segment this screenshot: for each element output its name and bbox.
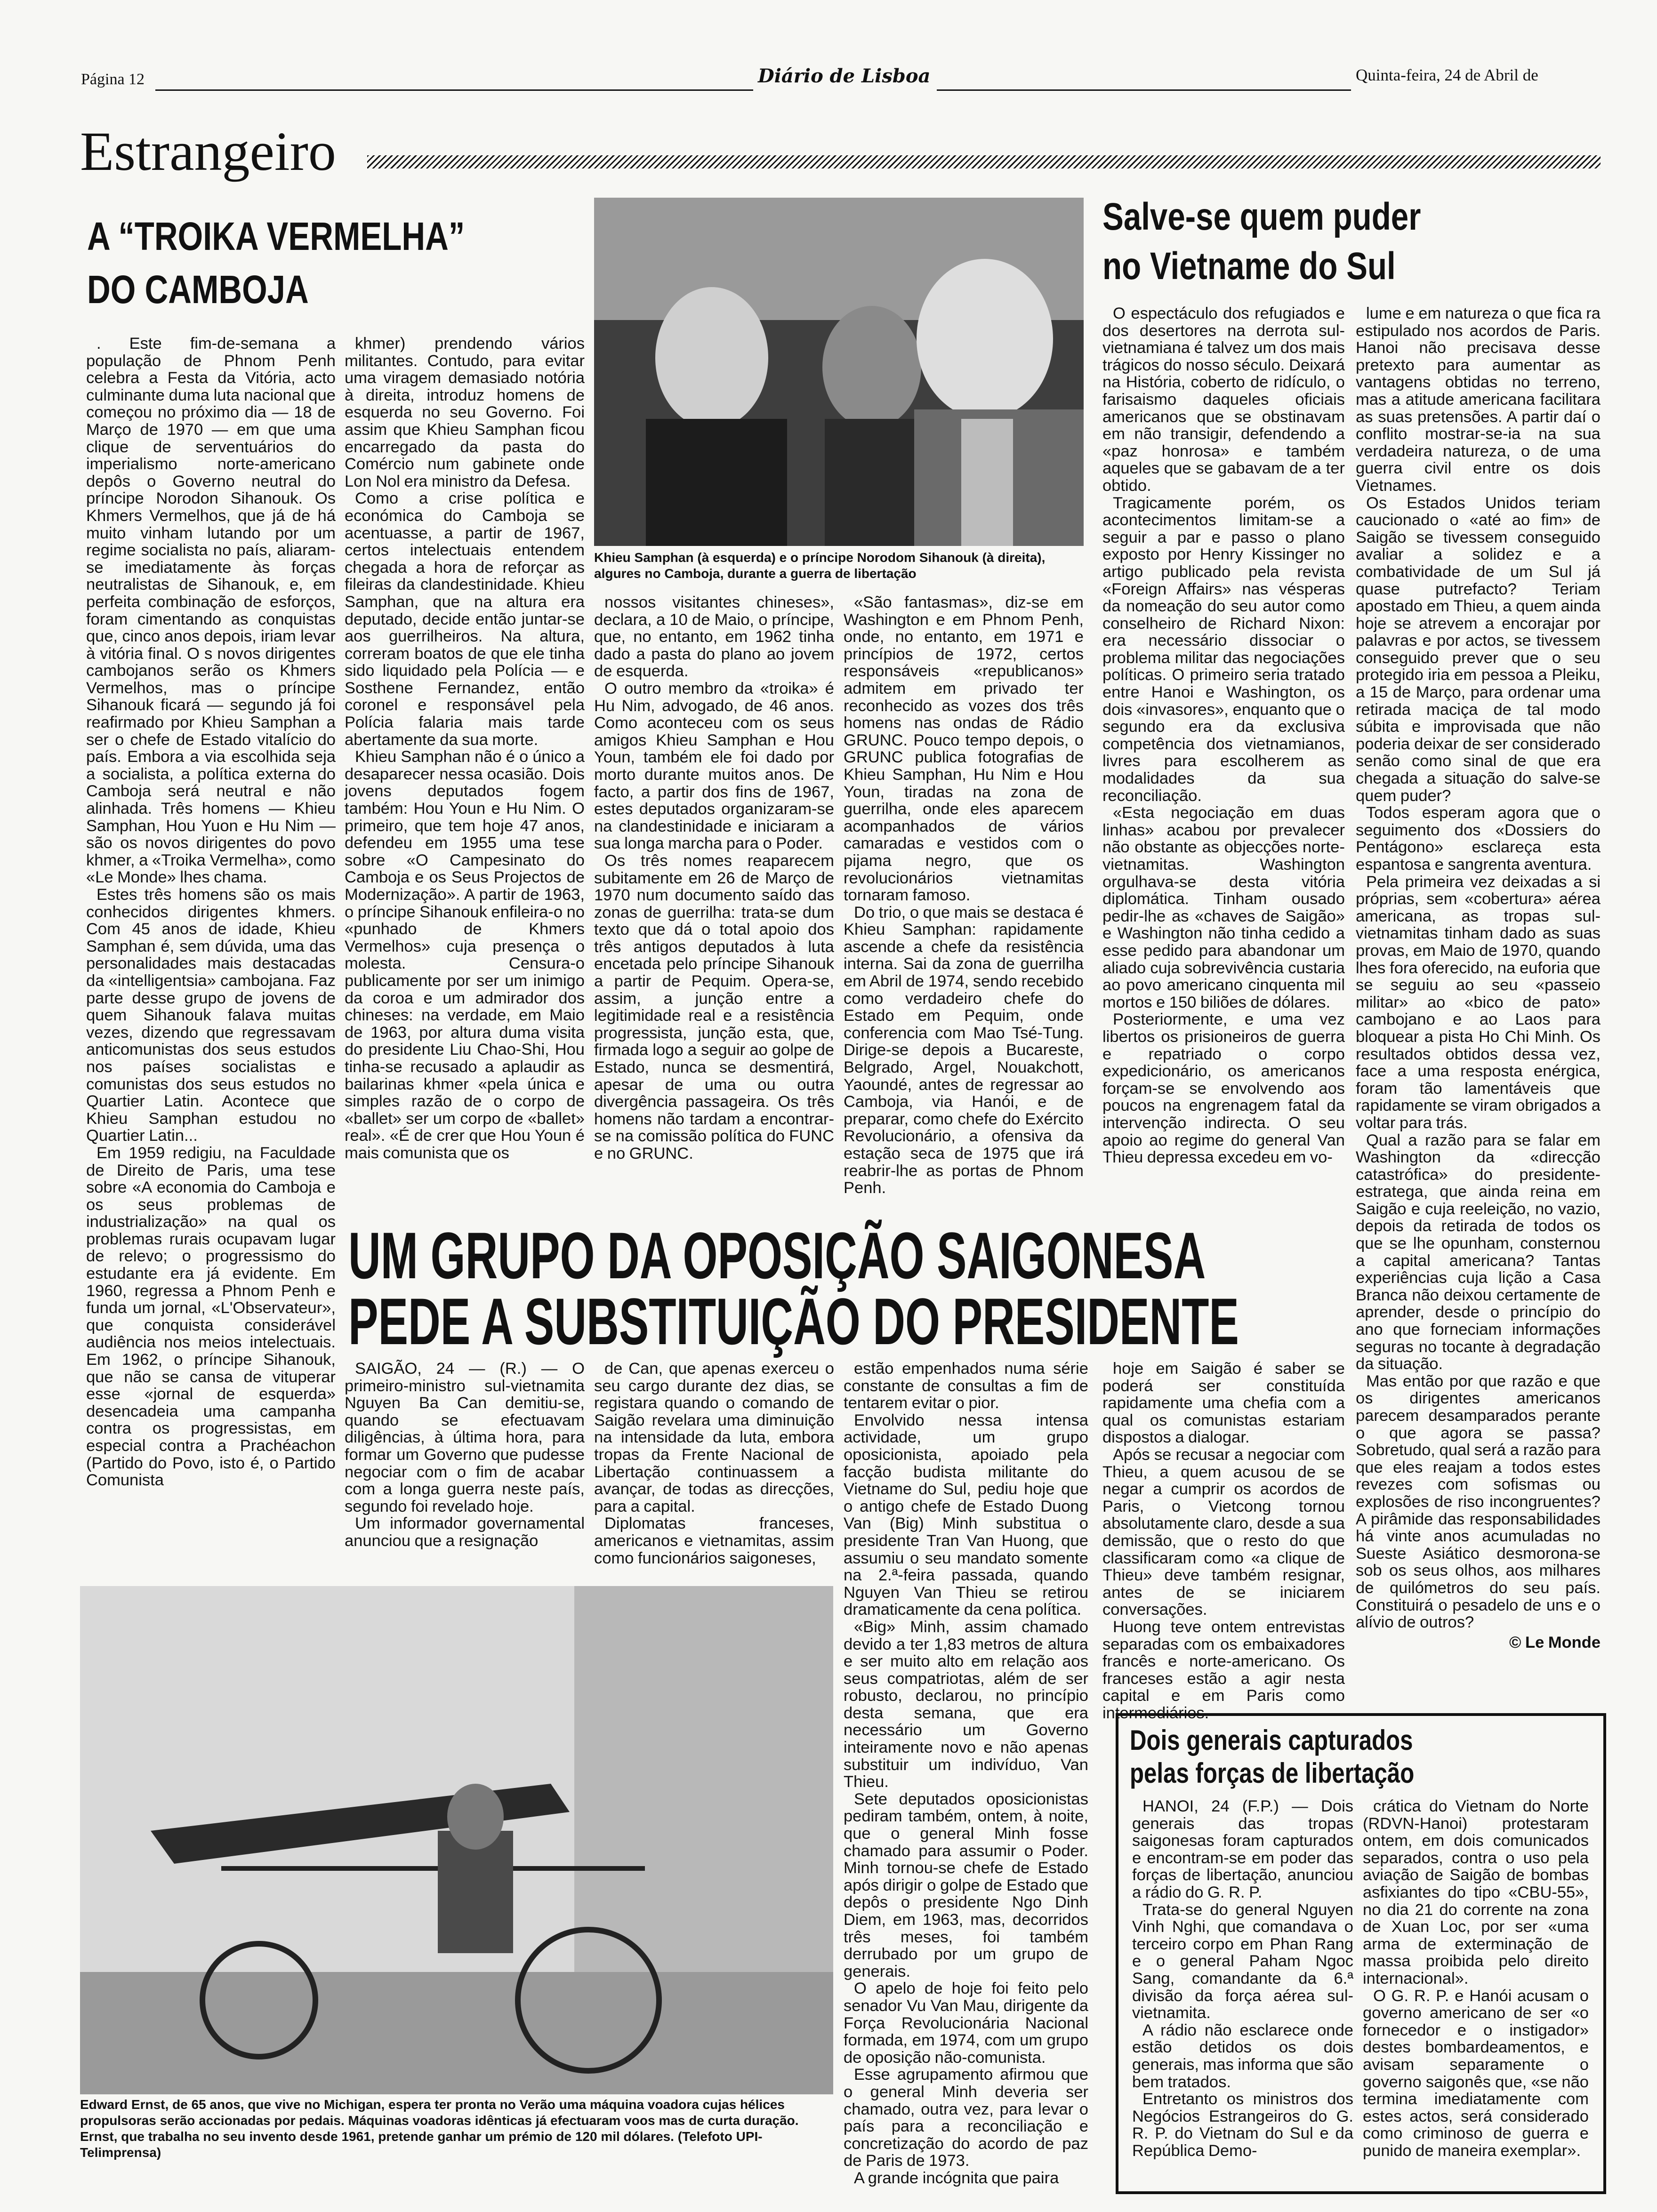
troika-paragraph: nossos visitantes chineses», declara, a 10 de Maio, o príncipe, que, no entanto, em 1962 tinha dado a pasta do plano ao jovem de esquerda. [594, 593, 834, 681]
salve-column-1 [1102, 305, 1345, 1204]
grupo-paragraph: SAIGÃO, 24 — (R.) — O primeiro-ministro sul-vietnamita Nguyen Ba Can demitiu-se, quando se efectuavam diligências, à última hora, para formar um Governo que pudesse negociar com o fim de acabar com a longa guerra neste país, segundo foi revelado hoje. [345, 1360, 585, 1515]
flying-machine-caption: Edward Ernst, de 65 anos, que vive no Michigan, espera ter pronta no Verão uma máquina voadora cujas hélices propulsoras serão accionadas por pedais. Máquinas voadoras idênticas já efectuaram voos mas de curta duração. Ernst, que trabalha no seu invento desde 1961, pretende ganhar um prémio de 120 mil dólares. (Telefoto UPI-Telimprensa) [80, 2097, 799, 2160]
grupo-headline-2: PEDE A SUBSTITUIÇÃO DO PRESIDENTE [348, 1284, 1239, 1358]
flying-machine-image [80, 1586, 833, 2094]
generais-paragraph: A rádio não esclarece onde estão detidos os dois generais, mas informa que são bem tratados. [1132, 2021, 1353, 2091]
troika-photo [594, 198, 1084, 546]
generais-headline-1: Dois generais capturados [1130, 1724, 1413, 1756]
troika-paragraph: Em 1959 redigiu, na Faculdade de Direito de Paris, uma tese sobre «A economia do Camboja e os seus problemas de industrialização» na qual os problemas rurais ocupavam lugar de relevo; o progressismo do estudante era já evidente. Em 1960, regressa a Phnom Penh e funda um jornal, «L'Observateur», que conquista considerável audiência nos meios intelectuais. Em 1962, o príncipe Sihanouk, que não se cansa de vituperar esse «jornal de esquerda» desencadeia uma campanha contra os progressistas, em especial contra a Prachéachon (Partido do Povo, isto é, o Partido Comunista [86, 1144, 336, 1490]
salve-paragraph: Os Estados Unidos teriam caucionado o «até ao fim» de Saigão se tivessem conseguido avaliar a solidez e a combatividade de um Sul já quase putrefacto? Teriam apostado em Thieu, a quem ainda hoje se atrevem a encorajar por palavras e por actos, se tivessem conseguido prever que o seu protegido iria em pessoa a Pleiku, a 15 de Março, para ordenar uma retirada maciça de tal modo súbita e improvisada que não poderia deixar de ser considerado senão como sinal de que era chegada a situação do salve-se quem puder? [1356, 494, 1601, 805]
grupo-paragraph: Um informador governamental anunciou que a resignação [345, 1515, 585, 1550]
generais-column-1 [1132, 1798, 1353, 2174]
salve-paragraph: Todos esperam agora que o seguimento dos «Dossiers do Pentágono» esclareça esta espantosa e sangrenta aventura. [1356, 804, 1601, 874]
troika-paragraph: Do trio, o que mais se destaca é Khieu Samphan: rapidamente ascende a chefe da resistência interna. Sai da zona de guerrilha em Abril de 1974, sendo recebido como verdadeiro chefe do Estado em Pequim, onde conferencia com Mao Tsé-Tung. Dirige-se depois a Bucareste, Belgrado, Argel, Nouakchott, Yaoundé, antes de regressar ao Camboja, via Hanói, e de preparar, como chefe do Exército Revolucionário, a ofensiva da estação seca de 1975 que irá reabrir-lhe as portas de Phnom Penh. [844, 903, 1084, 1197]
salve-paragraph: Posteriormente, e uma vez libertos os prisioneiros de guerra e repatriado o corpo expedicionário, os americanos forçam-se se envolvendo aos poucos na engrenagem fatal da intervenção indirecta. O seu apoio ao regime do general Van Thieu depressa excedeu em vo- [1102, 1010, 1345, 1167]
grupo-paragraph: Após se recusar a negociar com Thieu, a quem acusou de se negar a cumprir os acordos de Paris, o Vietcong tornou absolutamente claro, desde a sua demissão, que o resto do que classificaram como «a clique de Thieu» deve também resignar, antes de se iniciarem conversações. [1102, 1445, 1345, 1619]
troika-paragraph: Estes três homens são os mais conhecidos dirigentes khmers. Com 45 anos de idade, Khieu Samphan é, sem dúvida, uma das personalidades mais destacadas da «intelligentsia» cambojana. Faz parte desse grupo de jovens de quem Sihanouk falava muitas vezes, dizendo que regressavam anticomunistas dos seus estudos nos países socialistas e comunistas dos seus estudos no Quartier Latin. Acontece que Khieu Samphan estudou no Quartier Latin... [86, 886, 336, 1145]
troika-photo-image [594, 198, 1084, 546]
paper-name: Diário de Lisboa [758, 65, 931, 87]
grupo-paragraph: estão empenhados numa série constante de consultas a fim de tentarem evitar o pior. [844, 1360, 1088, 1412]
troika-headline-2: DO CAMBOJA [87, 267, 309, 312]
grupo-paragraph: de Can, que apenas exerceu o seu cargo durante dez dias, se registara quando o comando de Saigão revelara uma diminuição na intensidade da luta, embora tropas da Frente Nacional de Libertação continuassem a avançar, de todas as direcções, para a capital. [594, 1360, 834, 1515]
grupo-paragraph: Huong teve ontem entrevistas separadas com os embaixadores francês e norte-americano. Os franceses estão a agir nesta capital e em Paris como intermediários. [1102, 1618, 1345, 1722]
masthead-rule-left [155, 89, 753, 91]
troika-paragraph: khmer) prendendo vários militantes. Contudo, para evitar uma viragem demasiado notória à direita, introduz homens de esquerda no seu Governo. Foi assim que Khieu Samphan ficou encarregado da pasta do Comércio num gabinete onde Lon Nol era ministro da Defesa. [345, 335, 585, 490]
salve-column-2 [1356, 305, 1601, 1717]
salve-paragraph: Mas então por que razão e que os dirigentes americanos parecem desamparados perante o que agora se passa? Sobretudo, qual será a razão para que eles reajam a todos estes revezes com sofismas ou explosões de riso incongruentes? A pirâmide das responsabilidades há vinte anos acumuladas no Sueste Asiático desmorona-se sob os seus olhos, aos milhares de quilómetros do seu país. Constituirá o pesadelo de uns e o alívio de outros? [1356, 1372, 1601, 1632]
generais-paragraph: Trata-se do general Nguyen Vinh Nghi, que comandava o terceiro corpo em Phan Rang e o general Paham Ngoc Sang, comandante da 6.ª divisão da força aérea sul-vietnamita. [1132, 1900, 1353, 2022]
troika-paragraph: O outro membro da «troika» é Hu Nim, advogado, de 46 anos. Como aconteceu com os seus amigos Khieu Samphan e Hou Youn, também ele foi dado por morto durante muitos anos. De facto, a partir dos fins de 1967, estes deputados organizaram-se na clandestinidade e iniciaram a sua longa marcha para o Poder. [594, 679, 834, 853]
salve-paragraph: O espectáculo dos refugiados e dos desertores na derrota sul-vietnamiana é talvez um dos mais trágicos do nosso século. Deixará na História, coberto de ridículo, o farisaismo daqueles oficiais americanos que se obstinavam em não transigir, defendendo a «paz honrosa» e também aqueles que se gabavam de a ter obtido. [1102, 305, 1345, 495]
troika-headline-1: A “TROIKA VERMELHA” [87, 214, 465, 258]
grupo-paragraph: Diplomatas franceses, americanos e vietnamitas, assim como funcionários saigoneses, [594, 1515, 834, 1567]
page-number: Página 12 [81, 71, 145, 88]
generais-headline-2: pelas forças de libertação [1130, 1757, 1415, 1789]
grupo-column-2 [594, 1360, 834, 1581]
salve-credit: © Le Monde [1509, 1633, 1601, 1651]
generais-column-2 [1363, 1798, 1589, 2174]
troika-photo-caption: Khieu Samphan (à esquerda) e o príncipe Norodom Sihanouk (à direita), algures no Camboja, durante a guerra de libertação [594, 550, 1046, 581]
troika-column-3 [594, 594, 834, 1196]
troika-paragraph: «São fantasmas», diz-se em Washington e em Phnom Penh, onde, no entanto, em 1971 e princípios de 1972, certos responsáveis «republicanos» admitem em privado ter reconhecido as vozes dos três homens nas ondas de Rádio GRUNC. Pouco tempo depois, o GRUNC publica fotografias de Khieu Samphan, Hu Nim e Hou Youn, tiradas na zona de guerrilha, onde eles aparecem acompanhados de vários camaradas e vestidos com o pijama negro, que os revolucionários vietnamitas tornaram famoso. [844, 593, 1084, 905]
date-line: Quinta-feira, 24 de Abril de [1356, 66, 1538, 84]
generais-paragraph: HANOI, 24 (F.P.) — Dois generais das tropas saigonesas foram capturados e encontram-se em poder das forças de libertação, anunciou a rádio do G. R. P. [1132, 1797, 1353, 1901]
salve-paragraph: «Esta negociação em duas linhas» acabou por prevalecer não obstante as objecções norte-vietnamitas. Washington orgulhava-se desta vitória diplomática. Tinham ousado pedir-lhe as «chaves de Saigão» e Washington não tinha cedido a esse pedido para abandonar um aliado cuja sobrevivência custaria ao povo americano cinquenta mil mortos e 150 biliões de dólares. [1102, 804, 1345, 1011]
salve-paragraph: Tragicamente porém, os acontecimentos limitam-se a seguir a par e passo o plano exposto por Henry Kissinger no artigo publicado pela revista «Foreign Affairs» nas vésperas da nomeação do seu autor como conselheiro de Richard Nixon: era necessário dissociar o problema militar das negociações políticas. O primeiro seria tratado entre Hanoi e Washington, os dois «invasores», enquanto que o segundo era da exclusiva competência dos vietnamianos, livres para escolherem as modalidades da sua reconciliação. [1102, 494, 1345, 805]
troika-paragraph: Os três nomes reaparecem subitamente em 26 de Março de 1970 num documento saído das zonas de guerrilha: trata-se dum texto que dá o total apoio dos três antigos deputados à luta encetada pelo príncipe Sihanouk a partir de Pequim. Opera-se, assim, a junção entre a legitimidade real e a resistência progressista, junção esta, que, firmada logo a seguir ao golpe de Estado, nunca se desmentirá, apesar de uma ou outra divergência passageira. Os três homens não tardam a encontrar-se na comissão política do FUNC e no GRUNC. [594, 851, 834, 1162]
salve-headline-1: Salve-se quem puder [1102, 195, 1421, 238]
generais-paragraph: Entretanto os ministros dos Negócios Estrangeiros do G. R. P. do Vietnam do Sul e da República Demo- [1132, 2090, 1353, 2160]
grupo-headline-1: UM GRUPO DA OPOSIÇÃO SAIGONESA [348, 1218, 1206, 1292]
section-title: Estrangeiro [80, 120, 336, 182]
salve-paragraph: Qual a razão para se falar em Washington da «direcção catastrófica» do presidente-estratega, que ainda reina em Saigão e cuja reeleição, no vazio, depois da retirada de todos os que se lhe opunham, consternou a capital americana? Tantas experiências cuja lição a Casa Branca não deixou certamente de aprender, desde o princípio do ano que forneciam informações seguras no tocante à degradação da situação. [1356, 1131, 1601, 1373]
grupo-paragraph: Sete deputados oposicionistas pediram também, ontem, à noite, que o general Minh fosse chamado para assumir o Poder. Minh tornou-se chefe de Estado após dirigir o golpe de Estado que depôs o presidente Ngo Dinh Diem, em 1963, mas, decorridos três meses, foi também derrubado por um grupo de generais. [844, 1790, 1088, 1980]
grupo-column-1 [345, 1360, 585, 1581]
grupo-paragraph: A grande incógnita que paira [854, 2169, 1059, 2187]
grupo-column-4 [1102, 1360, 1345, 1722]
grupo-paragraph: Esse agrupamento afirmou que o general Minh deveria ser chamado, outra vez, para levar o país para a reconciliação e concretização do acordo de paz de Paris de 1973. [844, 2066, 1088, 2170]
salve-paragraph: lume e em natureza o que fica ra estipulado nos acordos de Paris. Hanoi não precisava desse pretexto para aumentar as vantagens obtidas no terreno, mas a atitude americana facilitara as suas pretensões. A partir daí o conflito mostrar-se-ia na sua verdadeira natureza, o de uma guerra civil entre os dois Vietnames. [1356, 305, 1601, 495]
troika-column-2 [345, 335, 585, 1196]
troika-column-4 [844, 594, 1084, 1196]
grupo-paragraph: Envolvido nessa intensa actividade, um grupo oposicionista, apoiado pela facção budista militante do Vietname do Sul, pediu hoje que o antigo chefe de Estado Duong Van (Big) Minh substitua o presidente Tran Van Huong, que assumiu o seu mandato somente na 2.ª-feira passada, quando Nguyen Van Thieu se retirou dramaticamente da cena política. [844, 1411, 1088, 1619]
grupo-paragraph: O apelo de hoje foi feito pelo senador Vu Van Mau, dirigente da Força Revolucionária Nacional formada, em 1974, com um grupo de oposição não-comunista. [844, 1980, 1088, 2067]
grupo-paragraph: hoje em Saigão é saber se poderá ser constituída rapidamente uma chefia com a qual os comunistas estariam dispostos a dialogar. [1102, 1360, 1345, 1447]
flying-machine-photo [80, 1586, 833, 2094]
generais-paragraph: O G. R. P. e Hanói acusam o governo americano de ser «o fornecedor e o instigador» destes bombardeamentos, e avisam separamente o governo saigonês que, «se não termina imediatamente com estes actos, será considerado como criminoso de guerra e punido de maneira exemplar». [1363, 1987, 1589, 2160]
section-band [367, 155, 1601, 168]
salve-headline-2: no Vietname do Sul [1102, 245, 1396, 288]
grupo-column-3 [844, 1360, 1088, 2188]
troika-paragraph: Como a crise política e económica do Camboja se acentuasse, a partir de 1967, certos intelectuais entendem chegada a hora de reforçar as fileiras da clandestinidade. Khieu Samphan, que na altura era deputado, decide então juntar-se aos guerrilheiros. Na altura, correram boatos de que ele tinha sido liquidado pela Polícia — e Sosthene Fernandez, então coronel e responsável pela Polícia falaria mais tarde abertamente da sua morte. [345, 489, 585, 749]
troika-paragraph: . Este fim-de-semana a população de Phnom Penh celebra a Festa da Vitória, acto culminante duma luta nacional que começou no próximo dia — 18 de Março de 1970 — em que uma clique de serventuários do imperialismo norte-americano depôs o Governo neutral do príncipe Norodon Sihanouk. Os Khmers Vermelhos, que já de há muito vinham lutando por um regime socialista no país, aliaram-se imediatamente às forças neutralistas de Sihanouk, e, em perfeita combinação de esforços, foram cimentando as conquistas que, cinco anos depois, iriam levar à vitória final. O s novos dirigentes cambojanos serão os Khmers Vermelhos, mas o príncipe Sihanouk ficará — segundo já foi reafirmado por Khieu Samphan a ser o chefe de Estado vitalício do país. Embora a via escolhida seja a socialista, a política externa do Camboja será neutral e não alinhada. Três homens — Khieu Samphan, Hou Yuon e Hu Nim — são os novos dirigentes do povo khmer, a «Troika Vermelha», como «Le Monde» lhes chama. [86, 335, 336, 887]
grupo-paragraph: «Big» Minh, assim chamado devido a ter 1,83 metros de altura e ser muito alto em relação aos seus compatriotas, além de ser robusto, declarou, no princípio desta semana, que era necessário um Governo inteiramente novo e não apenas substituir um indivíduo, Van Thieu. [844, 1618, 1088, 1791]
troika-paragraph: Khieu Samphan não é o único a desaparecer nessa ocasião. Dois jovens deputados fogem também: Hou Youn e Hu Nim. O primeiro, que tem hoje 47 anos, defendeu em 1955 uma tese sobre «O Campesinato do Camboja e os Seus Projectos de Modernização». A partir de 1963, o príncipe Sihanouk enfileira-o no «punhado de Khmers Vermelhos» cuja presença o molesta. Censura-o publicamente por ser um inimigo da coroa e um admirador dos chineses: na verdade, em Maio de 1963, por altura duma visita do presidente Liu Chao-Shi, Hou tinha-se recusado a aplaudir as bailarinas khmer «pela única e simples razão de o corpo de «ballet» ser um corpo de «ballet» real». «É de crer que Hou Youn é mais comunista que os [345, 748, 585, 1162]
salve-paragraph: Pela primeira vez deixadas a si próprias, sem «cobertura» aérea americana, as tropas sul-vietnamitas tinham dado as suas provas, em Maio de 1970, quando lhes fora oferecido, na euforia que se seguiu ao seu «passeio militar» ao «bico de pato» cambojano e ao Laos para bloquear a pista Ho Chi Minh. Os resultados obtidos dessa vez, face a uma resposta enérgica, foram tão lamentáveis que rapidamente se viram obrigados a voltar para trás. [1356, 873, 1601, 1132]
generais-paragraph: crática do Vietnam do Norte (RDVN-Hanoi) protestaram ontem, em dois comunicados separados, contra o uso pela aviação de Saigão de bombas asfixiantes do tipo «CBU-55», no dia 21 do corrente na zona de Xuan Loc, por ser «uma arma de exterminação de massa proibida pelo direito internacional». [1363, 1797, 1589, 1988]
troika-column-1 [86, 335, 336, 1490]
masthead-rule-right [937, 89, 1351, 91]
